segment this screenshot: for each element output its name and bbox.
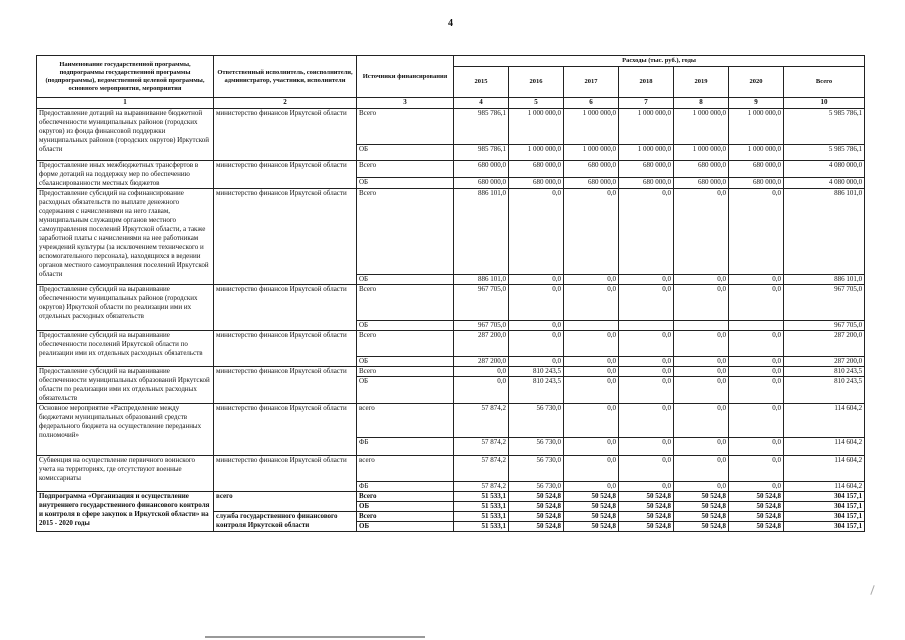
amount-cell: 114 604,2 — [784, 482, 865, 492]
amount-cell: 1 000 000,0 — [729, 109, 784, 145]
table-row — [37, 404, 865, 438]
amount-cell: 0,0 — [729, 482, 784, 492]
amount-cell: 0,0 — [564, 275, 619, 285]
subprogram-name: Подпрограмма «Организация и осуществление внутреннего государственного финансового контроля и контроля в сфере закупок в Иркутской области» на 2015 - 2020 годы — [37, 492, 214, 532]
funding-source: ОБ — [357, 275, 454, 285]
table-row — [37, 109, 865, 145]
amount-cell: 967 705,0 — [784, 285, 865, 321]
funding-source: всего — [357, 404, 454, 438]
amount-cell: 680 000,0 — [564, 178, 619, 189]
amount-cell: 967 705,0 — [454, 321, 509, 331]
table-row — [37, 285, 865, 321]
amount-cell: 0,0 — [509, 357, 564, 367]
funding-source: ОБ — [357, 321, 454, 331]
amount-cell: 287 200,0 — [784, 357, 865, 367]
amount-cell: 50 524,8 — [564, 512, 619, 522]
amount-cell — [674, 321, 729, 331]
col-number: 7 — [619, 98, 674, 109]
amount-cell: 0,0 — [729, 189, 784, 275]
amount-cell: 56 730,0 — [509, 438, 564, 456]
amount-cell: 680 000,0 — [509, 161, 564, 178]
amount-cell: 886 101,0 — [454, 189, 509, 275]
amount-cell: 0,0 — [619, 285, 674, 321]
amount-cell: 56 730,0 — [509, 456, 564, 482]
amount-cell: 0,0 — [509, 321, 564, 331]
col-number: 8 — [674, 98, 729, 109]
amount-cell: 50 524,8 — [619, 492, 674, 502]
funding-source: Всего — [357, 161, 454, 178]
amount-cell: 0,0 — [509, 275, 564, 285]
amount-cell: 0,0 — [729, 367, 784, 377]
amount-cell: 1 000 000,0 — [564, 145, 619, 161]
amount-cell: 287 200,0 — [454, 331, 509, 357]
funding-source: Всего — [357, 367, 454, 377]
amount-cell: 57 874,2 — [454, 438, 509, 456]
header-name: Наименование государственной программы, подпрограммы государственной программы (подпрограммы), ведомственной целевой программы, основного мероприятия, мероприятия — [37, 56, 214, 98]
amount-cell: 1 000 000,0 — [564, 109, 619, 145]
row-name: Предоставление дотаций на выравнивание бюджетной обеспеченности муниципальных районов (городских округов) из фонда финансовой поддержки муниципальных районов (городских округов) Иркутской области — [37, 109, 214, 161]
amount-cell: 50 524,8 — [509, 522, 564, 532]
amount-cell: 680 000,0 — [454, 161, 509, 178]
funding-source: ОБ — [357, 178, 454, 189]
amount-cell: 0,0 — [674, 285, 729, 321]
amount-cell: 0,0 — [674, 331, 729, 357]
row-name: Предоставление субсидий на выравнивание обеспеченности муниципальных районов (городских округов) Иркутской области по реализации ими их отдельных расходных обязательств — [37, 285, 214, 331]
header-year: 2020 — [729, 67, 784, 98]
amount-cell: 50 524,8 — [674, 492, 729, 502]
funding-source: Всего — [357, 492, 454, 502]
amount-cell: 287 200,0 — [454, 357, 509, 367]
scan-artifact — [205, 636, 425, 638]
amount-cell: 810 243,5 — [784, 367, 865, 377]
amount-cell: 304 157,1 — [784, 502, 865, 512]
row-executor: министерство финансов Иркутской области — [214, 331, 357, 367]
funding-source: Всего — [357, 331, 454, 357]
col-number: 1 — [37, 98, 214, 109]
amount-cell: 680 000,0 — [619, 178, 674, 189]
row-executor: министерство финансов Иркутской области — [214, 367, 357, 404]
amount-cell: 5 985 786,1 — [784, 145, 865, 161]
page-number: 4 — [448, 18, 453, 29]
amount-cell: 0,0 — [564, 404, 619, 438]
table-row — [37, 456, 865, 482]
amount-cell: 0,0 — [454, 367, 509, 377]
header-expenses: Расходы (тыс. руб.), годы — [454, 56, 865, 67]
amount-cell: 0,0 — [619, 404, 674, 438]
row-executor: министерство финансов Иркутской области — [214, 189, 357, 285]
amount-cell: 50 524,8 — [564, 502, 619, 512]
col-number: 9 — [729, 98, 784, 109]
amount-cell: 0,0 — [729, 285, 784, 321]
amount-cell — [729, 321, 784, 331]
amount-cell: 985 786,1 — [454, 109, 509, 145]
amount-cell: 0,0 — [674, 438, 729, 456]
table-row — [37, 161, 865, 178]
amount-cell: 50 524,8 — [729, 522, 784, 532]
amount-cell: 1 000 000,0 — [674, 145, 729, 161]
amount-cell: 0,0 — [564, 438, 619, 456]
amount-cell: 50 524,8 — [729, 502, 784, 512]
amount-cell: 50 524,8 — [509, 492, 564, 502]
amount-cell: 114 604,2 — [784, 438, 865, 456]
amount-cell: 0,0 — [564, 285, 619, 321]
amount-cell: 1 000 000,0 — [729, 145, 784, 161]
col-number: 5 — [509, 98, 564, 109]
amount-cell: 680 000,0 — [674, 178, 729, 189]
scan-artifact — [870, 585, 874, 595]
amount-cell: 0,0 — [619, 377, 674, 404]
table-row — [37, 367, 865, 377]
funding-source: ОБ — [357, 522, 454, 532]
funding-source: ФБ — [357, 482, 454, 492]
funding-source: Всего — [357, 512, 454, 522]
amount-cell: 0,0 — [619, 456, 674, 482]
amount-cell: 886 101,0 — [784, 275, 865, 285]
amount-cell: 57 874,2 — [454, 456, 509, 482]
amount-cell: 50 524,8 — [674, 512, 729, 522]
amount-cell: 4 080 000,0 — [784, 161, 865, 178]
amount-cell: 4 080 000,0 — [784, 178, 865, 189]
amount-cell: 51 533,1 — [454, 502, 509, 512]
amount-cell: 0,0 — [619, 331, 674, 357]
amount-cell: 0,0 — [674, 275, 729, 285]
header-year: 2018 — [619, 67, 674, 98]
amount-cell: 0,0 — [454, 377, 509, 404]
funding-source: ФБ — [357, 438, 454, 456]
funding-source: Всего — [357, 109, 454, 145]
col-number: 2 — [214, 98, 357, 109]
amount-cell: 0,0 — [619, 438, 674, 456]
amount-cell: 810 243,5 — [509, 367, 564, 377]
amount-cell: 967 705,0 — [454, 285, 509, 321]
col-number: 4 — [454, 98, 509, 109]
amount-cell: 50 524,8 — [729, 492, 784, 502]
amount-cell: 680 000,0 — [619, 161, 674, 178]
row-executor: министерство финансов Иркутской области — [214, 456, 357, 492]
amount-cell: 680 000,0 — [454, 178, 509, 189]
funding-source: ОБ — [357, 357, 454, 367]
amount-cell: 810 243,5 — [784, 377, 865, 404]
amount-cell: 0,0 — [509, 331, 564, 357]
amount-cell: 0,0 — [729, 331, 784, 357]
amount-cell: 0,0 — [619, 357, 674, 367]
amount-cell: 5 985 786,1 — [784, 109, 865, 145]
header-year: 2017 — [564, 67, 619, 98]
header-executor: Ответственный исполнитель, соисполнители, администратор, участники, исполнители — [214, 56, 357, 98]
amount-cell: 50 524,8 — [729, 512, 784, 522]
funding-source: Всего — [357, 189, 454, 275]
row-name: Предоставление субсидий на выравнивание обеспеченности поселений Иркутской области по реализации ими их отдельных расходных обязательств — [37, 331, 214, 367]
amount-cell: 680 000,0 — [564, 161, 619, 178]
amount-cell: 50 524,8 — [674, 502, 729, 512]
amount-cell: 1 000 000,0 — [509, 145, 564, 161]
amount-cell: 0,0 — [564, 331, 619, 357]
amount-cell: 56 730,0 — [509, 482, 564, 492]
amount-cell: 0,0 — [509, 285, 564, 321]
amount-cell: 0,0 — [564, 357, 619, 367]
amount-cell: 304 157,1 — [784, 512, 865, 522]
amount-cell: 0,0 — [619, 275, 674, 285]
amount-cell: 1 000 000,0 — [509, 109, 564, 145]
amount-cell: 0,0 — [564, 189, 619, 275]
amount-cell: 0,0 — [564, 367, 619, 377]
amount-cell: 50 524,8 — [619, 502, 674, 512]
header-year: Всего — [784, 67, 865, 98]
amount-cell — [564, 321, 619, 331]
amount-cell: 0,0 — [564, 456, 619, 482]
table-row — [37, 189, 865, 275]
amount-cell: 304 157,1 — [784, 522, 865, 532]
funding-source: Всего — [357, 285, 454, 321]
funding-source: ОБ — [357, 377, 454, 404]
row-name: Предоставление субсидий на софинансирование расходных обязательств по выплате денежного содержания с начислениями на него главам, муниципальным служащим органов местного самоуправления поселений Иркутской области, а также заработной платы с начислениями на нее работникам учреждений культуры (за исключением технического и вспомогательного персонала), находящихся в ведении органов местного самоуправления поселений Иркутской области — [37, 189, 214, 285]
amount-cell: 51 533,1 — [454, 522, 509, 532]
amount-cell: 50 524,8 — [564, 492, 619, 502]
amount-cell: 0,0 — [674, 367, 729, 377]
amount-cell: 287 200,0 — [784, 331, 865, 357]
col-number: 10 — [784, 98, 865, 109]
col-number: 6 — [564, 98, 619, 109]
amount-cell: 680 000,0 — [674, 161, 729, 178]
amount-cell: 0,0 — [619, 367, 674, 377]
amount-cell: 680 000,0 — [729, 161, 784, 178]
amount-cell: 680 000,0 — [509, 178, 564, 189]
amount-cell: 0,0 — [674, 482, 729, 492]
subprogram-executor: всего — [214, 492, 357, 512]
table-row — [37, 331, 865, 357]
amount-cell: 886 101,0 — [784, 189, 865, 275]
amount-cell: 967 705,0 — [784, 321, 865, 331]
amount-cell: 114 604,2 — [784, 404, 865, 438]
amount-cell: 51 533,1 — [454, 492, 509, 502]
amount-cell: 0,0 — [619, 189, 674, 275]
budget-table — [36, 55, 865, 532]
amount-cell: 0,0 — [674, 377, 729, 404]
amount-cell — [619, 321, 674, 331]
amount-cell: 50 524,8 — [509, 512, 564, 522]
amount-cell: 56 730,0 — [509, 404, 564, 438]
amount-cell: 50 524,8 — [674, 522, 729, 532]
amount-cell: 0,0 — [564, 377, 619, 404]
amount-cell: 0,0 — [729, 404, 784, 438]
amount-cell: 0,0 — [674, 404, 729, 438]
funding-source: ОБ — [357, 502, 454, 512]
amount-cell: 50 524,8 — [509, 502, 564, 512]
funding-source: всего — [357, 456, 454, 482]
amount-cell: 1 000 000,0 — [619, 109, 674, 145]
amount-cell: 0,0 — [729, 377, 784, 404]
amount-cell: 985 786,1 — [454, 145, 509, 161]
amount-cell: 114 604,2 — [784, 456, 865, 482]
amount-cell: 51 533,1 — [454, 512, 509, 522]
amount-cell: 0,0 — [564, 482, 619, 492]
amount-cell: 50 524,8 — [619, 512, 674, 522]
row-name: Предоставление иных межбюджетных трансфертов в форме дотаций на поддержку мер по обеспечению сбалансированности местных бюджетов — [37, 161, 214, 189]
amount-cell: 57 874,2 — [454, 404, 509, 438]
amount-cell: 0,0 — [674, 357, 729, 367]
amount-cell: 0,0 — [729, 438, 784, 456]
amount-cell: 0,0 — [619, 482, 674, 492]
amount-cell: 1 000 000,0 — [619, 145, 674, 161]
amount-cell: 0,0 — [509, 189, 564, 275]
amount-cell: 680 000,0 — [729, 178, 784, 189]
amount-cell: 810 243,5 — [509, 377, 564, 404]
funding-source: ОБ — [357, 145, 454, 161]
header-year: 2016 — [509, 67, 564, 98]
row-name: Предоставление субсидий на выравнивание обеспеченности муниципальных образований Иркутской области по реализации ими их отдельных расходных обязательств — [37, 367, 214, 404]
subprogram-row — [37, 492, 865, 502]
amount-cell: 1 000 000,0 — [674, 109, 729, 145]
row-executor: министерство финансов Иркутской области — [214, 109, 357, 161]
col-number: 3 — [357, 98, 454, 109]
amount-cell: 304 157,1 — [784, 492, 865, 502]
amount-cell: 0,0 — [729, 275, 784, 285]
row-executor: министерство финансов Иркутской области — [214, 285, 357, 331]
row-executor: министерство финансов Иркутской области — [214, 161, 357, 189]
header-year: 2015 — [454, 67, 509, 98]
subprogram-executor: служба государственного финансового контроля Иркутской области — [214, 512, 357, 532]
amount-cell: 0,0 — [729, 357, 784, 367]
amount-cell: 0,0 — [674, 456, 729, 482]
amount-cell: 886 101,0 — [454, 275, 509, 285]
amount-cell: 0,0 — [674, 189, 729, 275]
row-executor: министерство финансов Иркутской области — [214, 404, 357, 456]
header-source: Источники финансирования — [357, 56, 454, 98]
header-year: 2019 — [674, 67, 729, 98]
table-body — [37, 109, 865, 532]
row-name: Субвенция на осуществление первичного воинского учета на территориях, где отсутствуют военные комиссариаты — [37, 456, 214, 492]
row-name: Основное мероприятие «Распределение между бюджетами муниципальных образований средств федерального бюджета на осуществление переданных полномочий» — [37, 404, 214, 456]
amount-cell: 0,0 — [729, 456, 784, 482]
amount-cell: 50 524,8 — [619, 522, 674, 532]
amount-cell: 50 524,8 — [564, 522, 619, 532]
amount-cell: 57 874,2 — [454, 482, 509, 492]
